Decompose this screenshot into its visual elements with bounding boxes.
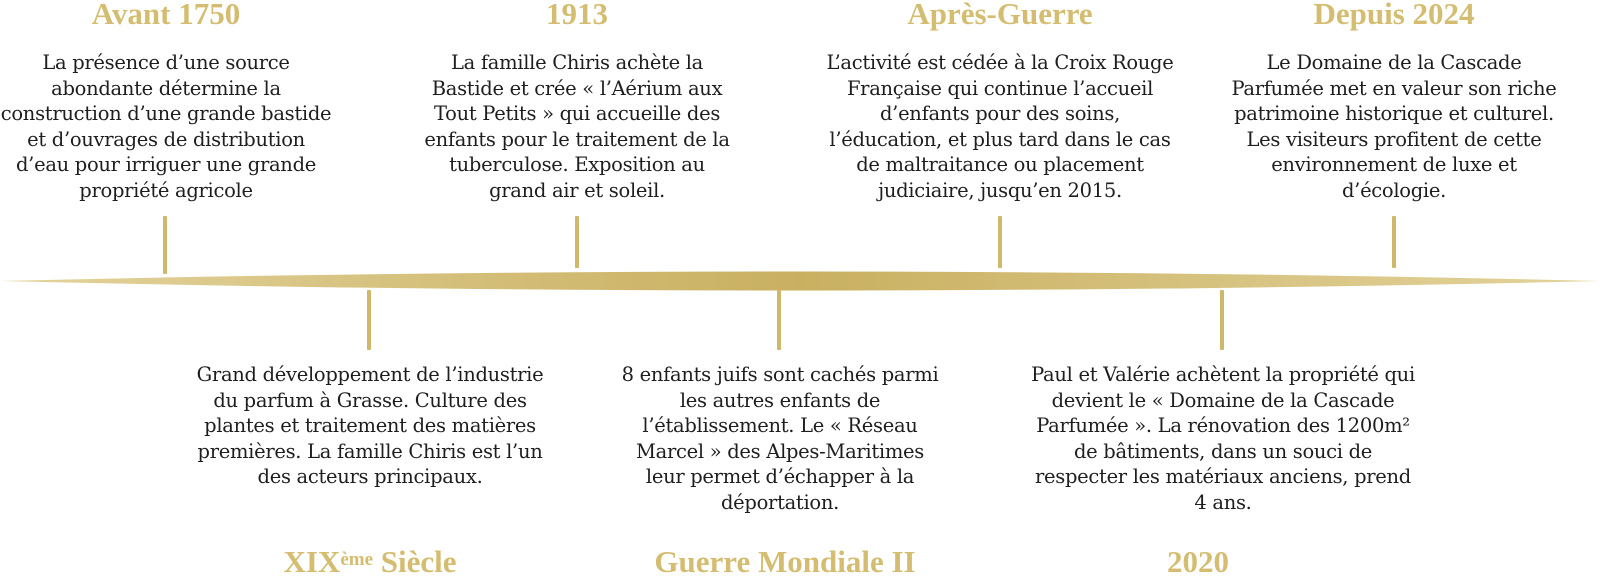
event-description-1913: La famille Chiris achète la Bastide et crée « l’Aérium aux Tout Petits » qui accueille des enfants pour le traitement de la tuberculose. Exposition au grand air et soleil.: [424, 51, 730, 202]
event-title-xix-rest: Siècle: [373, 544, 457, 579]
event-title-avant-1750: Avant 1750: [91, 0, 241, 31]
timeline-tick-guerre-mondiale-ii: [777, 290, 781, 350]
timeline-tick-xix-siecle: [367, 290, 371, 350]
event-title-xix-superscript: ème: [340, 549, 374, 570]
event-description-xix-siecle: Grand développement de l’industrie du parfum à Grasse. Culture des plantes et traitement des matières premières. La famille Chiris est l’un des acteurs principaux.: [196, 363, 544, 489]
event-description-avant-1750: La présence d’une source abondante détermine la construction d’une grande bastide et d’ouvrages de distribution d’eau pour irriguer une grande propriété agricole: [0, 51, 332, 202]
timeline-tick-apres-guerre: [998, 216, 1002, 268]
event-title-depuis-2024: Depuis 2024: [1313, 0, 1475, 31]
event-title-2020: 2020: [1167, 544, 1229, 579]
timeline-tick-2020: [1220, 290, 1224, 350]
event-title-apres-guerre: Après-Guerre: [907, 0, 1093, 31]
event-description-guerre-mondiale-ii: 8 enfants juifs sont cachés parmi les autres enfants de l’établissement. Le « Réseau Marcel » des Alpes-Maritimes leur permet d’échapper à la déportation.: [621, 363, 939, 514]
event-title-xix-main: XIX: [283, 544, 341, 579]
timeline-axis: [0, 264, 1600, 304]
event-description-depuis-2024: Le Domaine de la Cascade Parfumée met en valeur son riche patrimoine historique et culturel. Les visiteurs profitent de cette environnement de luxe et d’écologie.: [1231, 51, 1557, 202]
event-title-1913: 1913: [546, 0, 608, 31]
event-title-xix-siecle: [196, 545, 544, 579]
event-description-apres-guerre: L’activité est cédée à la Croix Rouge Française qui continue l’accueil d’enfants pour des soins, l’éducation, et plus tard dans le cas de maltraitance ou placement judiciaire, jusqu’en 2015.: [826, 51, 1174, 202]
timeline-tick-depuis-2024: [1392, 216, 1396, 268]
event-title-guerre-mondiale-ii: Guerre Mondiale II: [654, 544, 916, 579]
event-description-2020: Paul et Valérie achètent la propriété qui devient le « Domaine de la Cascade Parfumée ». La rénovation des 1200m² de bâtiments, dans un souci de respecter les matériaux anciens, prend 4 ans.: [1031, 363, 1415, 514]
timeline-tick-1913: [575, 216, 579, 268]
